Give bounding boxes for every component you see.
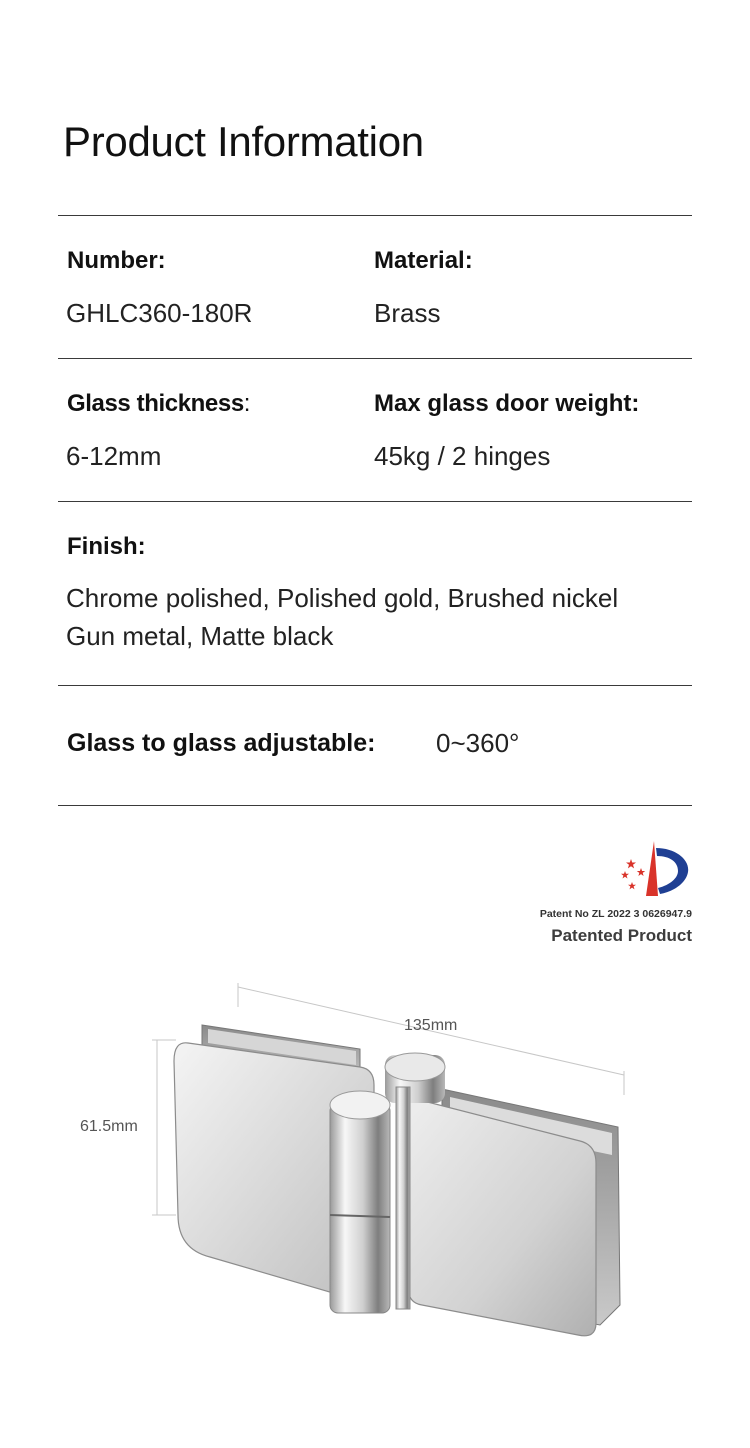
glass-thickness-colon: : — [243, 390, 251, 417]
adjustable-value: 0~360° — [436, 728, 520, 758]
patented-product-label: Patented Product — [551, 926, 692, 945]
glass-thickness-label — [67, 390, 250, 418]
glass-hinge-image — [160, 1005, 640, 1345]
page-title: Product Information — [63, 118, 424, 165]
finish-value-line2: Gun metal, Matte black — [66, 621, 334, 651]
material-value: Brass — [374, 298, 441, 328]
patent-logo-icon — [614, 838, 696, 900]
finish-value-line1: Chrome polished, Polished gold, Brushed nickel — [66, 583, 619, 613]
number-label: Number: — [67, 247, 166, 274]
width-dimension-label: 135mm — [404, 1017, 458, 1034]
finish-label: Finish: — [67, 533, 146, 560]
height-dimension-label: 61.5mm — [80, 1118, 138, 1135]
number-value: GHLC360-180R — [66, 298, 253, 328]
material-label: Material: — [374, 247, 473, 274]
max-weight-label: Max glass door weight: — [374, 390, 640, 417]
divider — [58, 685, 692, 686]
divider — [58, 215, 692, 216]
glass-thickness-value: 6-12mm — [66, 441, 162, 471]
divider — [58, 805, 692, 806]
divider — [58, 358, 692, 359]
max-weight-value: 45kg / 2 hinges — [374, 441, 551, 471]
adjustable-label: Glass to glass adjustable: — [67, 729, 376, 757]
glass-thickness-label-text: Glass thickness — [67, 390, 244, 417]
patent-number: Patent No ZL 2022 3 0626947.9 — [539, 908, 692, 920]
divider — [58, 501, 692, 502]
